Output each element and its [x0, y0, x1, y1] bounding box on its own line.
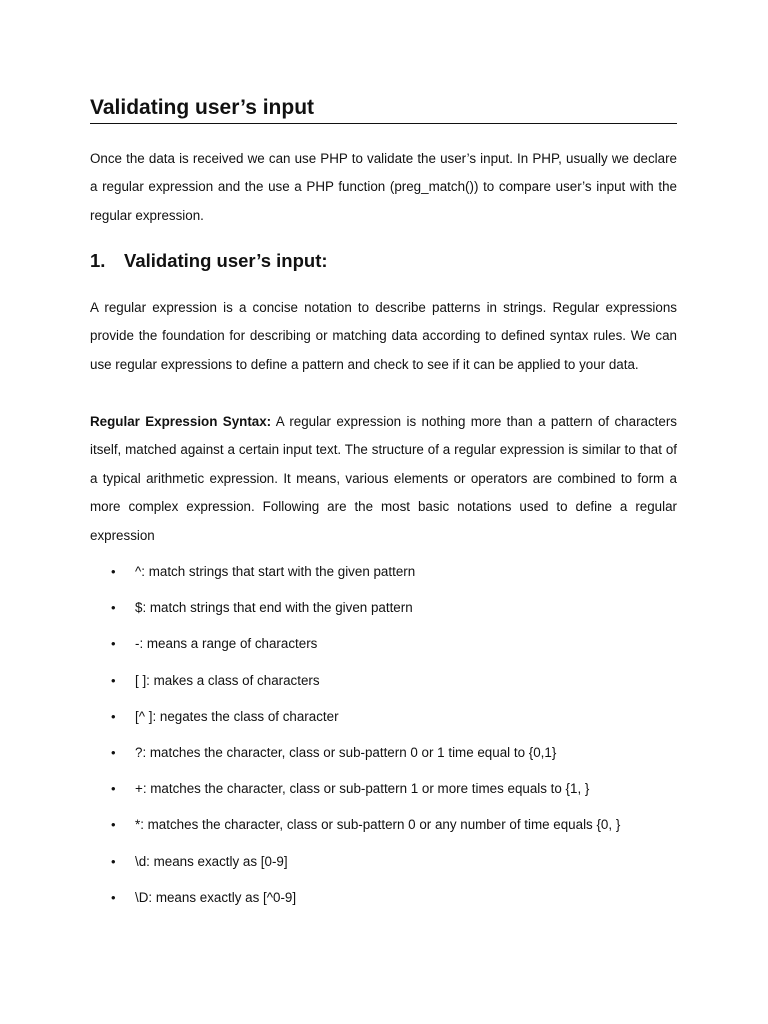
list-item	[90, 812, 677, 848]
bullet-icon: •	[111, 889, 116, 905]
list-item-text: ^: match strings that start with the given pattern	[135, 564, 416, 579]
syntax-lead: Regular Expression Syntax:	[90, 414, 272, 429]
list-item-text: $: match strings that end with the given pattern	[135, 600, 413, 616]
bullet-icon: •	[111, 672, 116, 688]
list-item	[90, 776, 677, 812]
bullet-icon: •	[111, 853, 116, 869]
list-item	[90, 885, 677, 921]
list-item	[90, 595, 677, 631]
list-item-text: [^ ]: negates the class of character	[135, 708, 339, 724]
bullet-icon: •	[111, 600, 116, 616]
list-item	[90, 849, 677, 885]
list-item-text: [ ]: makes a class of characters	[135, 672, 320, 688]
intro-paragraph: Once the data is received we can use PHP to validate the user’s input. In PHP, usually we declare a regular expression and the use a PHP function (preg_match()) to compare user’s input with the regular expression.	[90, 151, 677, 223]
list-item	[90, 559, 677, 595]
bullet-icon: •	[111, 744, 116, 760]
list-item-text: \D: means exactly as [^0-9]	[135, 889, 297, 905]
bullet-icon: •	[111, 781, 116, 797]
syntax-paragraph	[90, 408, 677, 550]
list-item	[90, 704, 677, 740]
bullet-icon: •	[111, 636, 116, 652]
notation-list	[90, 559, 677, 921]
syntax-body: A regular expression is nothing more than a pattern of characters itself, matched against a certain input text. The structure of a regular expression is similar to that of a typical arithmetic expression. It means, various elements or operators are combined to form a more complex expression. Following are the most basic notations used to define a regular expression	[90, 414, 677, 543]
list-item-text: -: means a range of characters	[135, 636, 318, 652]
section-heading-text: Validating user’s input:	[124, 250, 328, 271]
regex-paragraph: A regular expression is a concise notation to describe patterns in strings. Regular expressions provide the foundation for describing or matching data according to defined syntax rules. We can use regular expressions to define a pattern and check to see if it can be applied to your data.	[90, 300, 677, 372]
list-item-text: *: matches the character, class or sub-pattern 0 or any number of time equals {0, }	[135, 817, 621, 833]
section-heading	[90, 248, 328, 274]
list-item-text: +: matches the character, class or sub-pattern 1 or more times equals to {1, }	[135, 781, 590, 797]
page-title: Validating user’s input	[90, 94, 677, 124]
list-item	[90, 668, 677, 704]
bullet-icon: •	[111, 817, 116, 833]
list-item	[90, 740, 677, 776]
list-item-text: ?: matches the character, class or sub-pattern 0 or 1 time equal to {0,1}	[135, 744, 557, 760]
section-number: 1.	[90, 250, 106, 271]
list-item-text: \d: means exactly as [0-9]	[135, 853, 288, 869]
bullet-icon: •	[111, 708, 116, 724]
list-item	[90, 631, 677, 667]
bullet-icon: •	[111, 564, 116, 579]
